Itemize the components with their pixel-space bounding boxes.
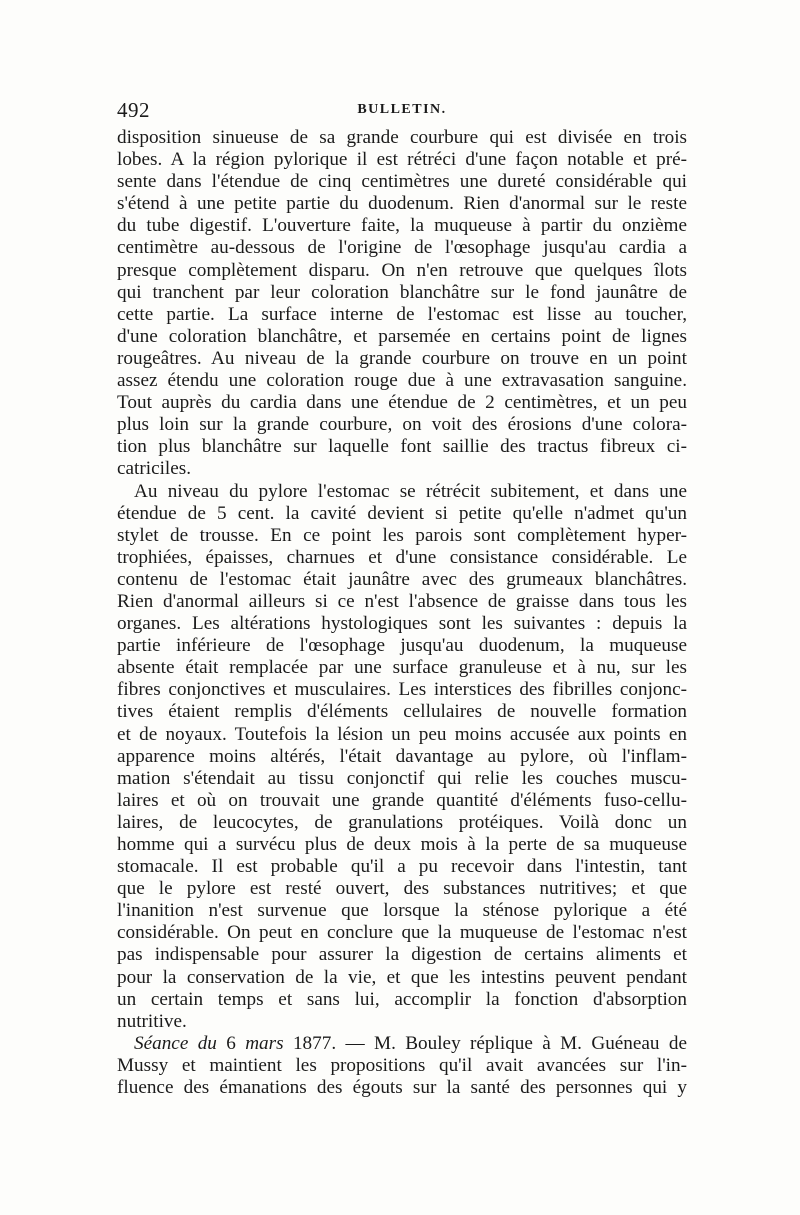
text-line: fibres conjonctives et musculaires. Les interstices des fibrilles conjonc- (117, 679, 687, 701)
page-number: 492 (117, 98, 150, 122)
text-line: étendue de 5 cent. la cavité devient si petite qu'elle n'admet qu'un (117, 502, 687, 524)
text-line: plus loin sur la grande courbure, on voit des érosions d'une colora- (117, 414, 687, 436)
seance-text: 1877. — M. Bouley réplique à M. Guéneau de (283, 1032, 687, 1054)
text-line: stomacale. Il est probable qu'il a pu recevoir dans l'intestin, tant (117, 856, 687, 878)
text-line: laires, de leucocytes, de granulations protéiques. Voilà donc un (117, 811, 687, 833)
text-line: du tube digestif. L'ouverture faite, la muqueuse à partir du onzième (117, 215, 687, 237)
text-line: apparence moins altérés, l'était davantage au pylore, où l'inflam- (117, 745, 687, 767)
text-line: organes. Les altérations hystologiques sont les suivantes : depuis la (117, 613, 687, 635)
seance-line (117, 1033, 687, 1055)
running-head: BULLETIN. (357, 102, 447, 117)
text-line: tion plus blanchâtre sur laquelle font saillie des tractus fibreux ci- (117, 436, 687, 458)
text-line: homme qui a survécu plus de deux mois à la perte de sa muqueuse (117, 834, 687, 855)
text-line: trophiées, épaisses, charnues et d'une consistance considérable. Le (117, 546, 687, 568)
text-line: contenu de l'estomac était jaunâtre avec des grumeaux blanchâtres. (117, 568, 687, 590)
text-line: Au niveau du pylore l'estomac se rétrécit subitement, et dans une (134, 480, 687, 502)
text-line: centimètre au-dessous de l'origine de l'œsophage jusqu'au cardia a (117, 237, 687, 259)
text-line: tives étaient remplis d'éléments cellulaires de nouvelle formation (117, 701, 687, 723)
seance-label: Séance du (134, 1032, 217, 1054)
text-line: nutritive. (117, 1010, 187, 1032)
text-line: pour la conservation de la vie, et que les intestins peuvent pendant (117, 966, 687, 988)
text-line: un certain temps et sans lui, accomplir la fonction d'absorption (117, 988, 687, 1010)
text-line: disposition sinueuse de sa grande courbure qui est divisée en trois (117, 127, 687, 148)
text-line: assez étendu une coloration rouge due à une extravasation sanguine. (117, 370, 687, 392)
text-line: pas indispensable pour assurer la digestion de certains aliments et (117, 944, 687, 966)
text-line: que le pylore est resté ouvert, des substances nutritives; et que (117, 878, 687, 900)
text-line: stylet de trousse. En ce point les parois sont complètement hyper- (117, 524, 687, 546)
text-line: lobes. A la région pylorique il est rétréci d'une façon notable et pré- (117, 149, 687, 171)
text-line: rougeâtres. Au niveau de la grande courbure on trouve en un point (117, 347, 687, 369)
text-line: l'inanition n'est survenue que lorsque la sténose pylorique a été (117, 900, 687, 922)
seance-month: mars (245, 1032, 284, 1054)
text-line: catriciles. (117, 458, 192, 480)
text-line: et de noyaux. Toutefois la lésion un peu moins accusée aux points en (117, 723, 687, 745)
text-line: laires et où on trouvait une grande quantité d'éléments fuso-cellu- (117, 789, 687, 811)
page-header (117, 98, 687, 124)
text-line: s'étend à une petite partie du duodenum. Rien d'anormal sur le reste (117, 193, 687, 215)
text-line: presque complètement disparu. On n'en retrouve que quelques îlots (117, 259, 687, 281)
text-line: absente était remplacée par une surface granuleuse et à nu, sur les (117, 657, 687, 679)
text-line: cette partie. La surface interne de l'estomac est lisse au toucher, (117, 303, 687, 325)
text-line: Tout auprès du cardia dans une étendue de 2 centimètres, et un peu (117, 392, 687, 414)
text-line: mation s'étendait au tissu conjonctif qui relie les couches muscu- (117, 767, 687, 789)
text-line: d'une coloration blanchâtre, et parsemée en certains point de lignes (117, 325, 687, 347)
text-line: considérable. On peut en conclure que la muqueuse de l'estomac n'est (117, 922, 687, 944)
page-body (117, 127, 687, 1099)
text-line: partie inférieure de l'œsophage jusqu'au duodenum, la muqueuse (117, 635, 687, 657)
text-line: sente dans l'étendue de cinq centimètres une dureté considérable qui (117, 171, 687, 193)
seance-day: 6 (216, 1032, 246, 1054)
text-line: Rien d'anormal ailleurs si ce n'est l'absence de graisse dans tous les (117, 590, 687, 612)
text-line: qui tranchent par leur coloration blanchâtre sur le fond jaunâtre de (117, 281, 687, 303)
text-line: fluence des émanations des égouts sur la santé des personnes qui y (117, 1077, 687, 1099)
text-line: Mussy et maintient les propositions qu'il avait avancées sur l'in- (117, 1054, 687, 1076)
